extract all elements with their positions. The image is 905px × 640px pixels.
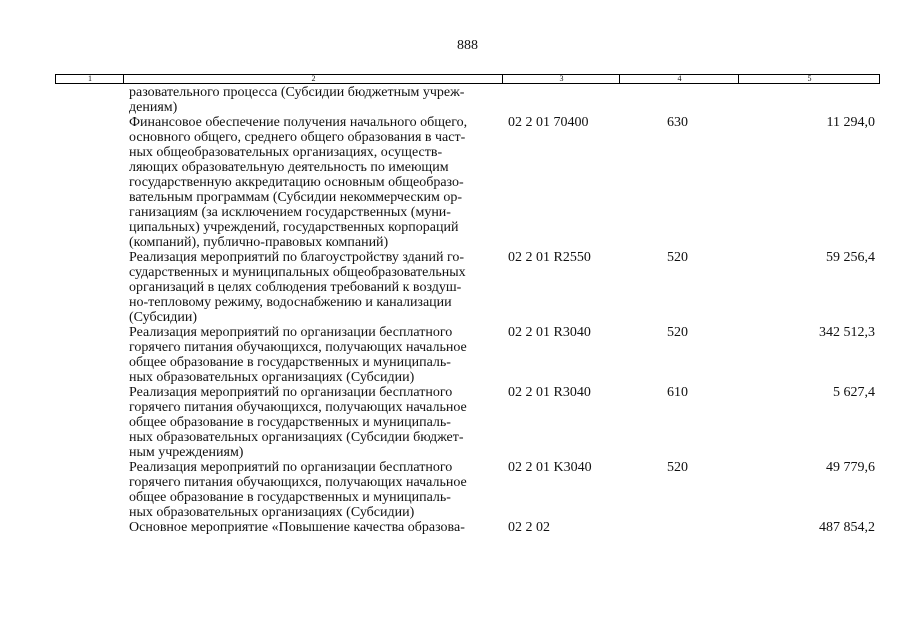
- table-column-header: [55, 74, 880, 84]
- table-row: [0, 385, 905, 460]
- row-description: [129, 115, 499, 250]
- description-line: Реализация мероприятий по благоустройству зданий го-: [129, 250, 465, 265]
- row-amount: 342 512,3: [819, 325, 875, 340]
- row-expense-type: 610: [667, 385, 688, 400]
- description-line: но-тепловому режиму, водоснабжению и канализации: [129, 295, 452, 310]
- row-expense-type: 520: [667, 325, 688, 340]
- table-body: [0, 85, 905, 535]
- row-code: 02 2 01 R2550: [508, 250, 591, 265]
- row-expense-type: 520: [667, 250, 688, 265]
- description-line: горячего питания обучающихся, получающих начальное: [129, 340, 467, 355]
- row-description: [129, 385, 499, 460]
- row-expense-type: 630: [667, 115, 688, 130]
- row-description: [129, 85, 499, 115]
- column-header-1: 1: [88, 74, 92, 83]
- description-line: дениям): [129, 100, 178, 115]
- description-line: организаций в целях соблюдения требований к воздуш-: [129, 280, 462, 295]
- table-row: [0, 520, 905, 535]
- description-line: ных общеобразовательных организациях, осуществ-: [129, 145, 443, 160]
- description-line: общее образование в государственных и муниципаль-: [129, 355, 451, 370]
- description-line: ляющих образовательную деятельность по имеющим: [129, 160, 449, 175]
- description-line: ганизациям (за исключением государственных (муни-: [129, 205, 451, 220]
- row-amount: 59 256,4: [826, 250, 875, 265]
- description-line: Реализация мероприятий по организации бесплатного: [129, 325, 453, 340]
- description-line: (компаний), публично-правовых компаний): [129, 235, 389, 250]
- page-number: 888: [457, 38, 478, 53]
- table-row: [0, 460, 905, 520]
- column-header-3: 3: [502, 74, 620, 84]
- column-header-5: 5: [738, 74, 880, 84]
- table-row: [0, 85, 905, 115]
- column-header-4: 4: [619, 74, 739, 84]
- column-header-2: 2: [123, 74, 503, 84]
- description-line: ципальных) учреждений, государственных корпораций: [129, 220, 459, 235]
- row-code: 02 2 02: [508, 520, 550, 535]
- description-line: Основное мероприятие «Повышение качества образова-: [129, 520, 465, 535]
- description-line: (Субсидии): [129, 310, 198, 325]
- description-line: разовательного процесса (Субсидии бюджетным учреж-: [129, 85, 465, 100]
- description-line: горячего питания обучающихся, получающих начальное: [129, 400, 467, 415]
- description-line: ных образовательных организациях (Субсидии): [129, 505, 415, 520]
- row-amount: 5 627,4: [833, 385, 875, 400]
- row-amount: 487 854,2: [819, 520, 875, 535]
- description-line: сударственных и муниципальных общеобразовательных: [129, 265, 466, 280]
- description-line: основного общего, среднего общего образования в част-: [129, 130, 466, 145]
- table-row: [0, 250, 905, 325]
- description-line: Финансовое обеспечение получения начального общего,: [129, 115, 468, 130]
- description-line: общее образование в государственных и муниципаль-: [129, 490, 451, 505]
- description-line: государственную аккредитацию основным общеобразо-: [129, 175, 464, 190]
- description-line: общее образование в государственных и муниципаль-: [129, 415, 451, 430]
- description-line: Реализация мероприятий по организации бесплатного: [129, 385, 453, 400]
- row-amount: 11 294,0: [826, 115, 875, 130]
- description-line: Реализация мероприятий по организации бесплатного: [129, 460, 453, 475]
- description-line: ных образовательных организациях (Субсидии бюджет-: [129, 430, 464, 445]
- row-code: 02 2 01 K3040: [508, 460, 592, 475]
- row-code: 02 2 01 70400: [508, 115, 589, 130]
- description-line: вательным программам (Субсидии некоммерческим ор-: [129, 190, 463, 205]
- row-code: 02 2 01 R3040: [508, 385, 591, 400]
- row-description: [129, 250, 499, 325]
- table-row: [0, 325, 905, 385]
- row-code: 02 2 01 R3040: [508, 325, 591, 340]
- description-line: ным учреждениям): [129, 445, 244, 460]
- row-expense-type: 520: [667, 460, 688, 475]
- row-amount: 49 779,6: [826, 460, 875, 475]
- description-line: горячего питания обучающихся, получающих начальное: [129, 475, 467, 490]
- table-row: [0, 115, 905, 250]
- row-description: [129, 520, 499, 535]
- description-line: ных образовательных организациях (Субсидии): [129, 370, 415, 385]
- row-description: [129, 460, 499, 520]
- row-description: [129, 325, 499, 385]
